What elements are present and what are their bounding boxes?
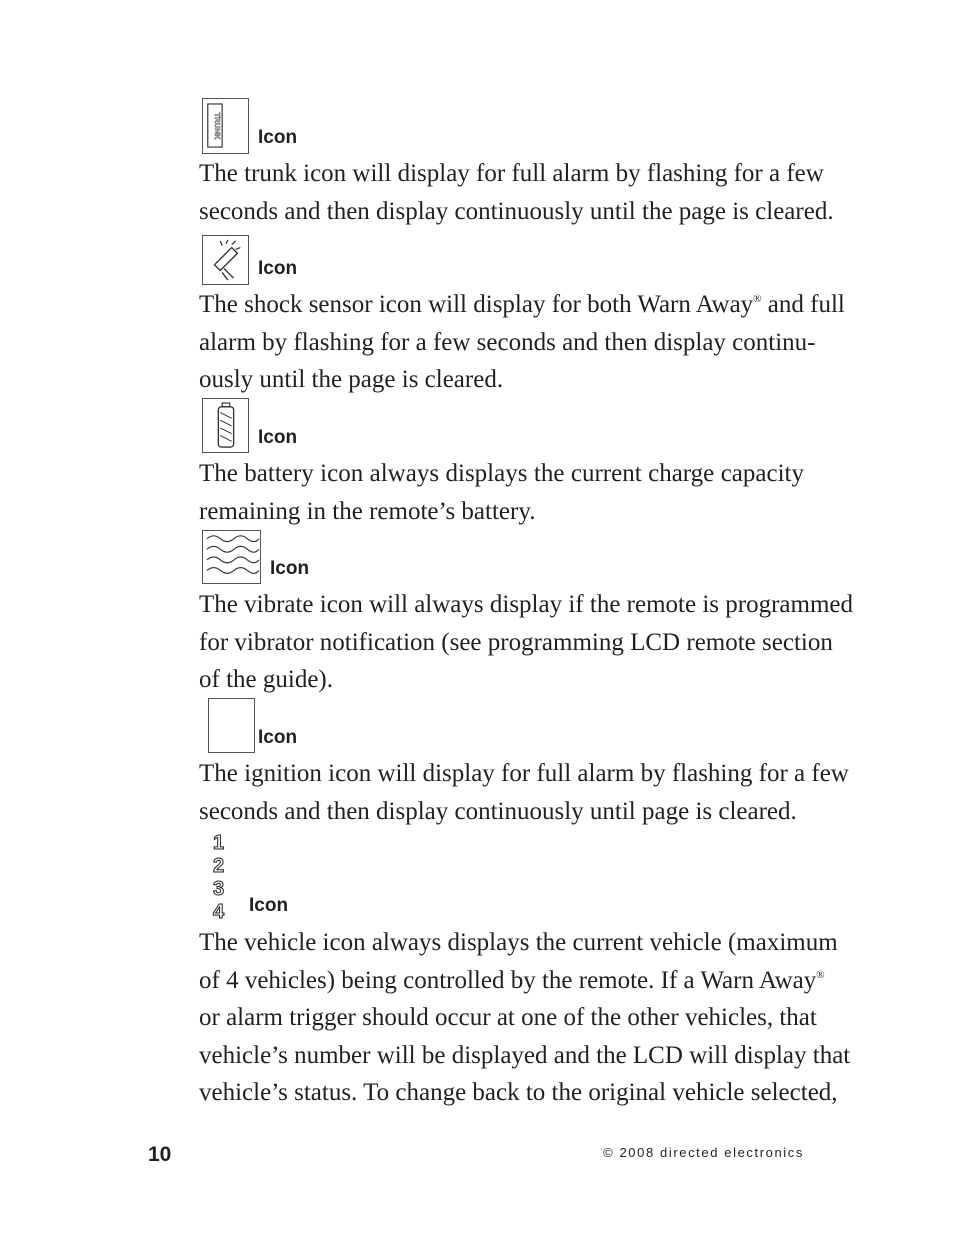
trunk-icon-label: Icon (258, 127, 298, 148)
ignition-icon-label: Icon (258, 727, 298, 748)
battery-icon-label: Icon (258, 427, 298, 448)
trunk-description: The trunk icon will display for full alarm by flashing for a few seconds and then display continuously until the page is cleared. (199, 160, 834, 225)
page-number: 10 (148, 1143, 172, 1166)
vehicle-icon-label: Icon (249, 895, 289, 916)
ignition-description: The ignition icon will display for full alarm by flashing for a few seconds and then display continuously until page is cleared. (199, 760, 849, 825)
vibrate-icon (202, 530, 261, 584)
trunk-icon-text: TRUNK (212, 112, 222, 140)
ignition-icon (208, 698, 255, 753)
battery-description: The battery icon always displays the current charge capacity remaining in the remote’s battery. (199, 460, 804, 525)
vehicle-number-3: 3 (213, 878, 225, 900)
vehicle-number-2: 2 (213, 855, 225, 877)
vibrate-description: The vibrate icon will always display if the remote is programmed for vibrator notification (see programming LCD remote section of the guide). (199, 591, 853, 693)
trunk-icon (202, 98, 249, 154)
registered-mark: ® (753, 293, 762, 305)
shock-sensor-icon (202, 235, 249, 285)
shock-sensor-description: The shock sensor icon will display for both Warn Away® and full alarm by flashing for a few seconds and then display continu- ously until the page is cleared. (199, 291, 845, 393)
vehicle-number-4: 4 (213, 901, 225, 923)
copyright-notice: © 2008 directed electronics (603, 1145, 804, 1160)
vehicle-description: The vehicle icon always displays the current vehicle (maximum of 4 vehicles) being controlled by the remote. If a Warn Away® or alarm trigger should occur at one of the other vehicles, that vehicle’s number will be displayed and the LCD will display that vehicle’s status. To change back to the original vehicle selected, (199, 929, 851, 1106)
registered-mark: ® (816, 968, 825, 981)
battery-icon (202, 398, 249, 453)
vibrate-icon-label: Icon (270, 558, 310, 579)
vehicle-icon (213, 832, 224, 924)
vehicle-number-1: 1 (213, 832, 225, 854)
shock-sensor-icon-label: Icon (258, 258, 298, 279)
